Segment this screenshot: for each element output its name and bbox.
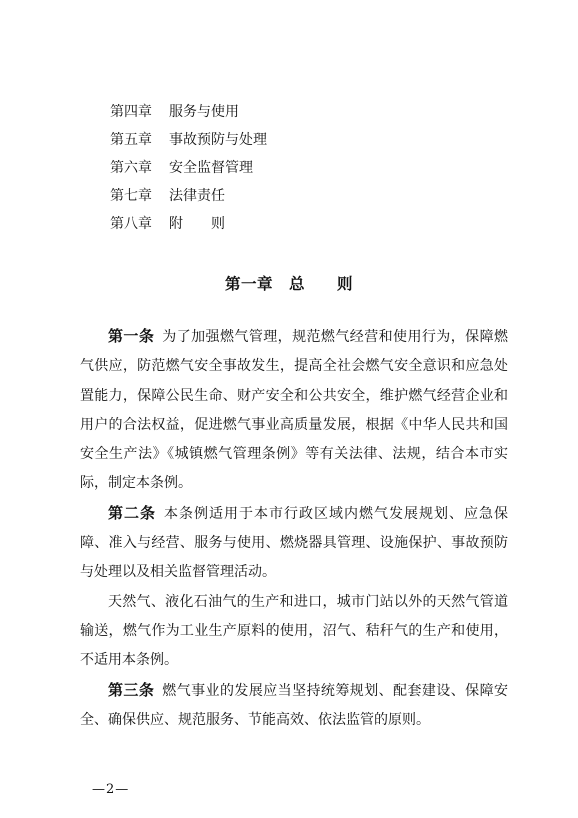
toc-chapter-number: 第八章 [110, 216, 152, 232]
toc-chapter-title: 法律责任 [169, 188, 225, 204]
article-label: 第二条 [108, 503, 156, 522]
toc-chapter-number: 第四章 [110, 104, 152, 120]
toc-chapter-number: 第七章 [110, 188, 152, 204]
article-paragraph [80, 588, 508, 676]
toc-item [110, 126, 267, 154]
toc-item [110, 210, 267, 238]
article-paragraph [80, 499, 508, 588]
document-body [80, 322, 508, 735]
toc-item [110, 182, 267, 210]
toc-chapter-title: 服务与使用 [169, 104, 239, 120]
toc-chapter-title: 安全监督管理 [169, 160, 253, 176]
page-number: —2— [92, 782, 130, 797]
toc-chapter-number: 第五章 [110, 132, 152, 148]
article-label: 第三条 [108, 680, 155, 699]
chapter-heading: 第一章 总 则 [224, 275, 353, 293]
article-paragraph [80, 322, 508, 499]
article-text: 天然气、液化石油气的生产和进口，城市门站以外的天然气管道输送，燃气作为工业生产原料的使用，沼气、秸秆气的生产和使用，不适用本条例。 [80, 593, 508, 669]
toc-chapter-title: 附 则 [169, 216, 225, 232]
toc-chapter-number: 第六章 [110, 160, 152, 176]
article-paragraph [80, 676, 508, 736]
toc-chapter-title: 事故预防与处理 [169, 132, 267, 148]
table-of-contents [110, 98, 267, 238]
article-text: 本条例适用于本市行政区域内燃气发展规划、应急保障、准入与经营、服务与使用、燃烧器具管理、设施保护、事故预防与处理以及相关监督管理活动。 [80, 505, 508, 581]
article-label: 第一条 [108, 327, 155, 345]
toc-item [110, 154, 267, 182]
article-text: 燃气事业的发展应当坚持统筹规划、配套建设、保障安全、确保供应、规范服务、节能高效、依法监管的原则。 [80, 682, 508, 728]
toc-item [110, 98, 267, 126]
article-text: 为了加强燃气管理，规范燃气经营和使用行为，保障燃气供应，防范燃气安全事故发生，提高全社会燃气安全意识和应急处置能力，保障公民生命、财产安全和公共安全，维护燃气经营企业和用户的合法权益，促进燃气事业高质量发展，根据《中华人民共和国安全生产法》《城镇燃气管理条例》等有关法律、法规，结合本市实际，制定本条例。 [80, 329, 508, 492]
